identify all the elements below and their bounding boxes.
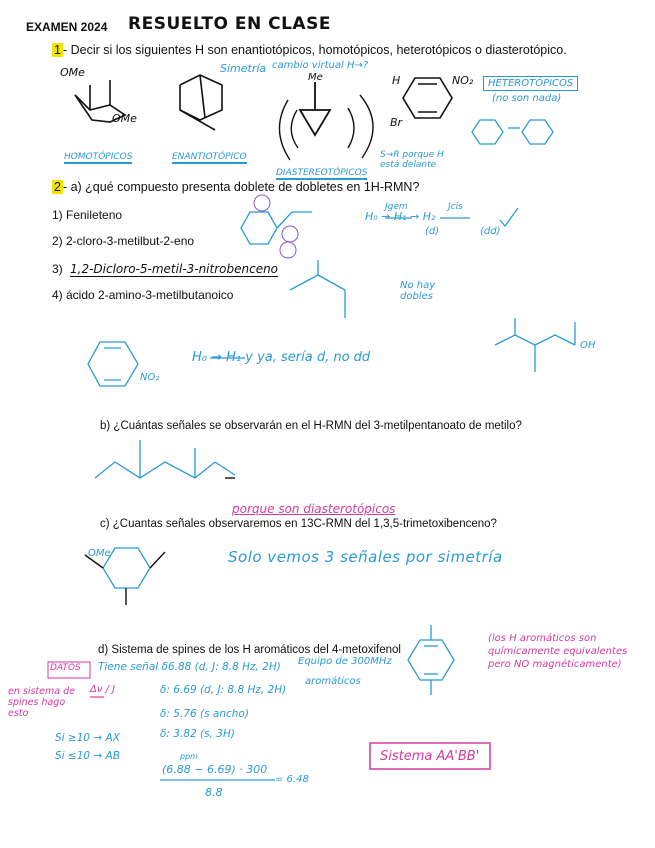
porque-label: S→R porque H está delante bbox=[380, 150, 444, 170]
data-line-4: δ: 3.82 (s, 3H) bbox=[160, 728, 235, 740]
simetria-label: Simetría bbox=[220, 62, 267, 75]
option-1: 1) Fenileteno bbox=[52, 208, 123, 222]
data-line-1: Tiene señal δ6.88 (d, J: 8.8 Hz, 2H) bbox=[98, 661, 281, 673]
q2b-text-end: 3-metilpentanoato de metilo? bbox=[373, 420, 522, 432]
ome-label-2: OMe bbox=[112, 112, 137, 125]
no-dobles-note: No hay dobles bbox=[400, 280, 436, 302]
calc-result: = 6.48 bbox=[275, 774, 309, 785]
enantiotopico-label: ENANTIOTÓPICO bbox=[172, 152, 247, 162]
aromaticos-label: aromáticos bbox=[305, 676, 361, 687]
option-2: 2) 2-cloro-3-metilbut-2-eno bbox=[52, 234, 195, 248]
q2b-line bbox=[100, 420, 522, 432]
option-4: 4) ácido 2-amino-3-metilbutanoico bbox=[52, 288, 234, 302]
resuelto-heading: RESUELTO EN CLASE bbox=[128, 14, 331, 34]
jcis-label: Jcis bbox=[448, 202, 463, 212]
meo-label: OMe bbox=[88, 548, 111, 559]
data-line-3: δ: 5.76 (s ancho) bbox=[160, 708, 249, 720]
datos-label: DATOS bbox=[50, 663, 81, 673]
q2b-text: b) ¿Cuántas señales se observarán en el H-RMN del bbox=[100, 420, 371, 432]
calc-numerator: (6.88 − 6.69) · 300 bbox=[162, 763, 268, 776]
rule-ax: Si ≥10 → AX bbox=[55, 732, 120, 744]
q2-number: 2 bbox=[54, 180, 61, 194]
h0-line: H₀ → H₁ y ya, sería d, no dd bbox=[192, 350, 371, 365]
d-label: (d) bbox=[425, 226, 440, 237]
ppm-label: ppm bbox=[180, 752, 198, 761]
me-label: Me bbox=[308, 72, 323, 83]
option-3: 3) bbox=[52, 262, 63, 276]
oh-label: OH bbox=[580, 340, 596, 351]
delta-over-j: Δν / J bbox=[90, 684, 116, 695]
calc-denominator: 8.8 bbox=[205, 786, 223, 799]
diastereotopicos-label: DIASTEREOTÓPICOS bbox=[276, 168, 368, 178]
q1-text: - Decir si los siguientes H son enantiotópicos, homotópicos, heterotópicos o diasterotópico. bbox=[62, 43, 567, 57]
rule-ab: Si ≤10 → AB bbox=[55, 750, 120, 762]
data-line-2: δ: 6.69 (d, J: 8.8 Hz, 2H) bbox=[160, 684, 287, 696]
dd-label: (dd) bbox=[480, 226, 501, 237]
q2c-text: c) ¿Cuantas señales observaremos en 13C-RMN del 1,3,5-trimetoxibenceno? bbox=[100, 518, 497, 530]
no-son-nada-label: (no son nada) bbox=[492, 93, 562, 104]
q2-text: - a) ¿qué compuesto presenta doblete de dobletes en 1H-RMN? bbox=[62, 180, 420, 194]
q2c-answer: Solo vemos 3 señales por simetría bbox=[228, 548, 503, 566]
spin-note: en sistema de spines hago esto bbox=[8, 686, 75, 719]
cambio-virtual-label: cambio virtual H→? bbox=[272, 60, 369, 71]
exam-title: EXAMEN 2024 bbox=[26, 20, 108, 34]
bicyclic-structure-2 bbox=[180, 75, 222, 130]
q2-line bbox=[52, 180, 419, 194]
q2d-note: (los H aromáticos son químicamente equivalentes pero NO magnéticamente) bbox=[488, 633, 628, 670]
diastereotopicos-note: porque son diasterotópicos bbox=[232, 502, 396, 516]
no2-label-ring: NO₂ bbox=[452, 74, 474, 87]
q1-number: 1 bbox=[54, 43, 61, 57]
cyclopropane bbox=[300, 82, 330, 135]
bromonitrobenzene-ring bbox=[403, 78, 452, 118]
jgem-label: Jgem bbox=[385, 202, 408, 212]
homotopicos-label: HOMOTÓPICOS bbox=[64, 152, 133, 162]
sistema-answer: Sistema AA'BB' bbox=[380, 749, 480, 764]
br-label-ring: Br bbox=[390, 116, 403, 129]
q2d-text: d) Sistema de spines de los H aromáticos del 4-metoxifenol bbox=[98, 644, 401, 656]
no2-label: NO₂ bbox=[140, 372, 160, 383]
coupling-chain: H₀ → H₁ → H₂ bbox=[365, 210, 436, 223]
heterotopicos-label: HETEROTÓPICOS bbox=[483, 76, 578, 91]
ome-label-1: OMe bbox=[60, 66, 85, 79]
option-3-handwritten: 1,2-Dicloro-5-metil-3-nitrobenceno bbox=[70, 262, 279, 276]
h-label-ring: H bbox=[392, 74, 401, 87]
equipo-label: Equipo de 300MHz bbox=[298, 656, 392, 667]
